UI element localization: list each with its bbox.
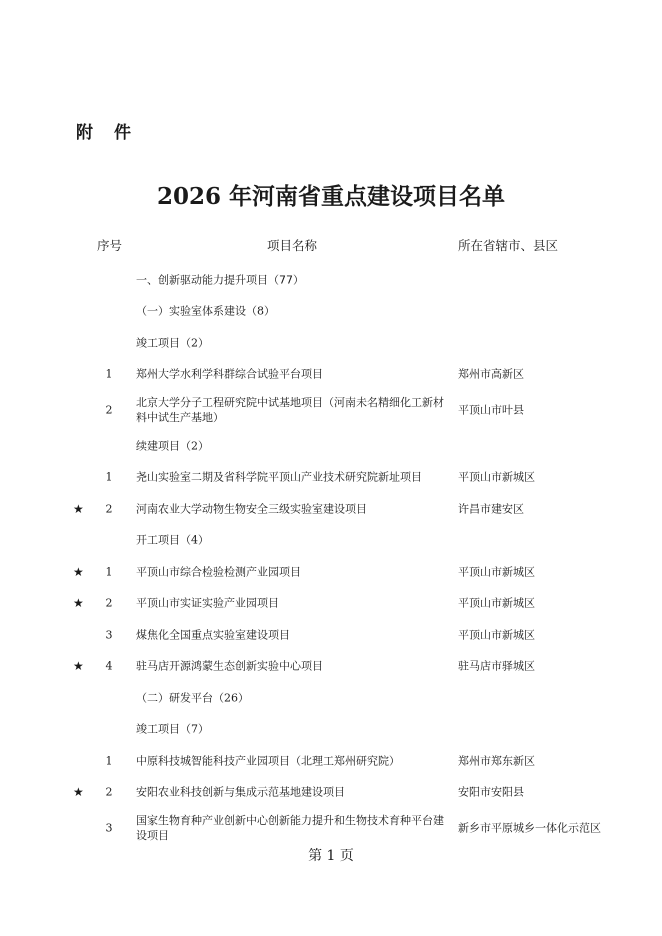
row-project-name: 尧山实验室二期及省科学院平顶山产业技术研究院新址项目 — [136, 470, 422, 484]
row-project-name: 郑州大学水利学科群综合试验平台项目 — [136, 367, 323, 381]
group-heading: 竣工项目（2） — [136, 336, 209, 350]
row-location: 安阳市安阳县 — [458, 785, 524, 799]
row-location: 平顶山市新城区 — [458, 470, 535, 484]
row-seq: 2 — [105, 403, 113, 417]
group-heading-row — [0, 327, 662, 359]
row-project-name: 国家生物育种产业创新中心创新能力提升和生物技术育种平台建设项目 — [136, 814, 444, 842]
row-location: 郑州市高新区 — [458, 367, 524, 381]
table-row — [0, 462, 662, 494]
group-heading-row — [0, 525, 662, 557]
group-heading-row — [0, 430, 662, 462]
subsection-heading-row — [0, 682, 662, 714]
key-project-star-icon: ★ — [73, 564, 84, 579]
table-row — [0, 588, 662, 620]
row-project-name: 驻马店开源鸿蒙生态创新实验中心项目 — [136, 659, 323, 673]
row-seq: 1 — [105, 565, 113, 579]
subsection-heading: （二）研发平台（26） — [136, 691, 249, 705]
document-title: 2026 年河南省重点建设项目名单 — [156, 183, 506, 210]
row-project-name: 平顶山市综合检验检测产业园项目 — [136, 565, 301, 579]
column-header-location: 所在省辖市、县区 — [458, 238, 559, 253]
table-row — [0, 619, 662, 651]
page-number: 第 1 页 — [308, 848, 354, 864]
row-project-name: 安阳农业科技创新与集成示范基地建设项目 — [136, 785, 345, 799]
row-location: 平顶山市新城区 — [458, 628, 535, 642]
table-row — [0, 493, 662, 525]
table-row — [0, 745, 662, 777]
row-project-name: 煤焦化全国重点实验室建设项目 — [136, 628, 290, 642]
attachment-label: 附 件 — [76, 123, 133, 143]
key-project-star-icon: ★ — [73, 659, 84, 674]
group-heading: 续建项目（2） — [136, 439, 209, 453]
row-location: 驻马店市驿城区 — [458, 659, 535, 673]
table-row — [0, 808, 662, 848]
table-row — [0, 651, 662, 683]
key-project-star-icon: ★ — [73, 501, 84, 516]
subsection-heading-row — [0, 296, 662, 328]
project-table — [0, 264, 662, 848]
row-seq: 2 — [105, 596, 113, 610]
row-seq: 2 — [105, 502, 113, 516]
row-seq: 1 — [105, 470, 113, 484]
table-row — [0, 390, 662, 430]
group-heading: 开工项目（4） — [136, 533, 209, 547]
group-heading-row — [0, 714, 662, 746]
row-project-name: 河南农业大学动物生物安全三级实验室建设项目 — [136, 502, 367, 516]
row-seq: 1 — [105, 754, 113, 768]
row-seq: 2 — [105, 785, 113, 799]
subsection-heading: （一）实验室体系建设（8） — [136, 304, 275, 318]
row-project-name: 中原科技城智能科技产业园项目（北理工郑州研究院） — [136, 754, 400, 768]
row-seq: 4 — [105, 659, 113, 673]
row-project-name: 平顶山市实证实验产业园项目 — [136, 596, 279, 610]
row-location: 平顶山市叶县 — [458, 403, 524, 417]
row-project-name: 北京大学分子工程研究院中试基地项目（河南未名精细化工新材料中试生产基地） — [136, 396, 444, 424]
group-heading: 竣工项目（7） — [136, 722, 209, 736]
row-location: 许昌市建安区 — [458, 502, 524, 516]
column-header-name: 项目名称 — [267, 238, 318, 253]
table-row — [0, 556, 662, 588]
table-row — [0, 359, 662, 391]
row-location: 平顶山市新城区 — [458, 565, 535, 579]
row-location: 新乡市平原城乡一体化示范区 — [458, 821, 601, 835]
row-location: 平顶山市新城区 — [458, 596, 535, 610]
row-seq: 1 — [105, 367, 113, 381]
section-heading-row — [0, 264, 662, 296]
row-seq: 3 — [105, 628, 113, 642]
section-heading: 一、创新驱动能力提升项目（77） — [136, 273, 304, 287]
key-project-star-icon: ★ — [73, 596, 84, 611]
column-header-seq: 序号 — [97, 238, 123, 253]
key-project-star-icon: ★ — [73, 785, 84, 800]
table-row — [0, 777, 662, 809]
row-seq: 3 — [105, 821, 113, 835]
row-location: 郑州市郑东新区 — [458, 754, 535, 768]
